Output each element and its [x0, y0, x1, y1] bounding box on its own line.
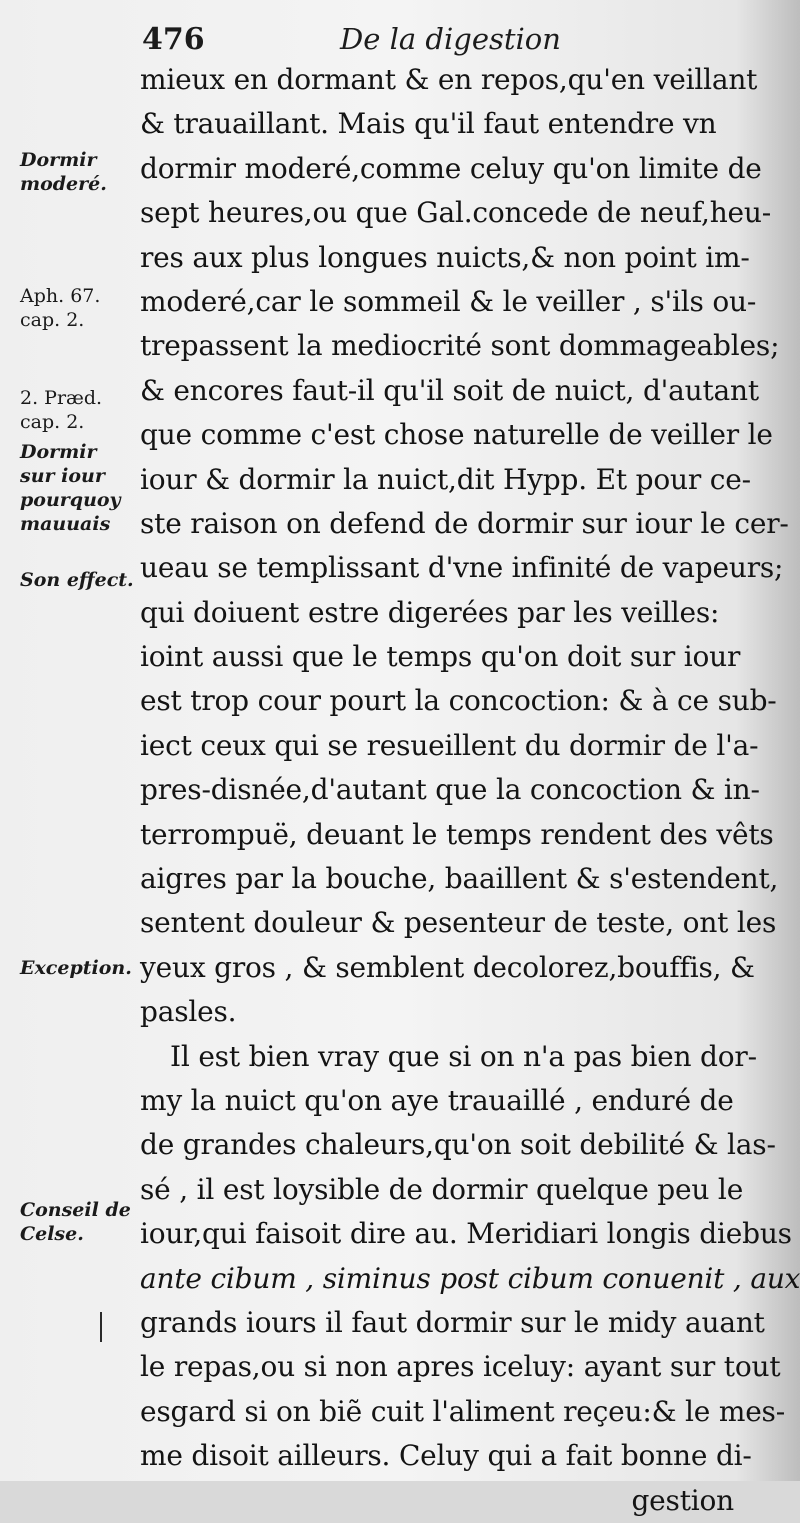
- text-line: iour,qui faisoit dire au. Meridiari longis diebus: [140, 1217, 792, 1251]
- text-line: terrompuë, deuant le temps rendent des vêts: [140, 817, 774, 851]
- text-line: grands iours il faut dormir sur le midy auant: [140, 1305, 765, 1339]
- text-line: le repas,ou si non apres iceluy: ayant sur tout: [140, 1350, 781, 1384]
- text-line: sentent douleur & pesenteur de teste, ont les: [140, 906, 777, 940]
- margin-note-line: Conseil de: [20, 1199, 131, 1221]
- margin-note-aphorism: [20, 284, 138, 332]
- margin-note-line: moderé.: [20, 173, 107, 195]
- page-title: De la digestion: [340, 22, 561, 56]
- margin-note-line: mauuais: [20, 513, 111, 535]
- text-line: esgard si on biẽ cuit l'aliment reçeu:& le mes-: [140, 1394, 785, 1428]
- text-line: de grandes chaleurs,qu'on soit debilité & las-: [140, 1128, 776, 1162]
- text-line: ste raison on defend de dormir sur iour le cer-: [140, 506, 789, 540]
- body-text: [140, 58, 800, 1523]
- text-line: & encores faut-il qu'il soit de nuict, d'autant: [140, 373, 759, 407]
- text-line: my la nuict qu'on aye trauaillé , enduré de: [140, 1083, 734, 1117]
- margin-note-line: cap. 2.: [20, 411, 85, 433]
- text-line: qui doiuent estre digerées par les veilles:: [140, 595, 720, 629]
- margin-note-line: Son effect.: [20, 569, 134, 591]
- text-line: iect ceux qui se resueillent du dormir de l'a-: [140, 728, 759, 762]
- text-line: dormir moderé,comme celuy qu'on limite de: [140, 151, 762, 185]
- margin-note-line: cap. 2.: [20, 309, 85, 331]
- text-line: moderé,car le sommeil & le veiller , s'ils ou-: [140, 284, 757, 318]
- margin-note-dormir-sur-iour: [20, 440, 138, 536]
- text-line: & trauaillant. Mais qu'il faut entendre vn: [140, 107, 717, 141]
- margin-note-line: Dormir: [20, 149, 97, 171]
- margin-note-praedictions: [20, 386, 138, 434]
- margin-note-line: Aph. 67.: [20, 285, 101, 307]
- text-line: pasles.: [140, 995, 237, 1029]
- text-line: que comme c'est chose naturelle de veiller le: [140, 418, 773, 452]
- margin-note-line: Exception.: [20, 957, 132, 979]
- margin-note-line: Celse.: [20, 1223, 84, 1245]
- text-line: mieux en dormant & en repos,qu'en veillant: [140, 63, 758, 96]
- text-line: trepassent la mediocrité sont dommageables;: [140, 329, 780, 363]
- text-line: sept heures,ou que Gal.concede de neuf,heu-: [140, 196, 772, 230]
- text-line: me disoit ailleurs. Celuy qui a fait bonne di-: [140, 1439, 752, 1473]
- margin-note-line: sur iour: [20, 465, 105, 487]
- text-line: yeux gros , & semblent decolorez,bouffis, &: [140, 950, 755, 984]
- text-line: est trop cour pourt la concoction: & à ce sub-: [140, 684, 777, 718]
- paragraph-start-line: Il est bien vray que si on n'a pas bien dor-: [170, 1039, 757, 1073]
- latin-quotation-line: ante cibum , siminus post cibum conuenit , aux: [140, 1261, 800, 1295]
- margin-note-exception: [20, 956, 138, 980]
- text-line: aigres par la bouche, baaillent & s'estendent,: [140, 862, 779, 896]
- text-line: pres-disnée,d'autant que la concoction & in-: [140, 773, 760, 807]
- running-head: [142, 14, 562, 58]
- text-line: ueau se templissant d'vne infinité de vapeurs;: [140, 551, 784, 585]
- margin-note-son-effect: [20, 568, 138, 592]
- page-number: 476: [142, 22, 205, 57]
- margin-note-line: pourquoy: [20, 489, 121, 511]
- margin-note-dormir-modere: [20, 148, 138, 196]
- text-line: ioint aussi que le temps qu'on doit sur iour: [140, 640, 741, 674]
- text-line: res aux plus longues nuicts,& non point im-: [140, 240, 750, 274]
- catchword-line: gestion: [631, 1483, 734, 1517]
- text-line: sé , il est loysible de dormir quelque peu le: [140, 1172, 744, 1206]
- text-line: iour & dormir la nuict,dit Hypp. Et pour ce-: [140, 462, 751, 496]
- ink-mark: [100, 1312, 102, 1342]
- margin-note-conseil-de-celse: [20, 1198, 138, 1246]
- margin-note-line: Dormir: [20, 441, 97, 463]
- margin-note-line: 2. Præd.: [20, 387, 103, 409]
